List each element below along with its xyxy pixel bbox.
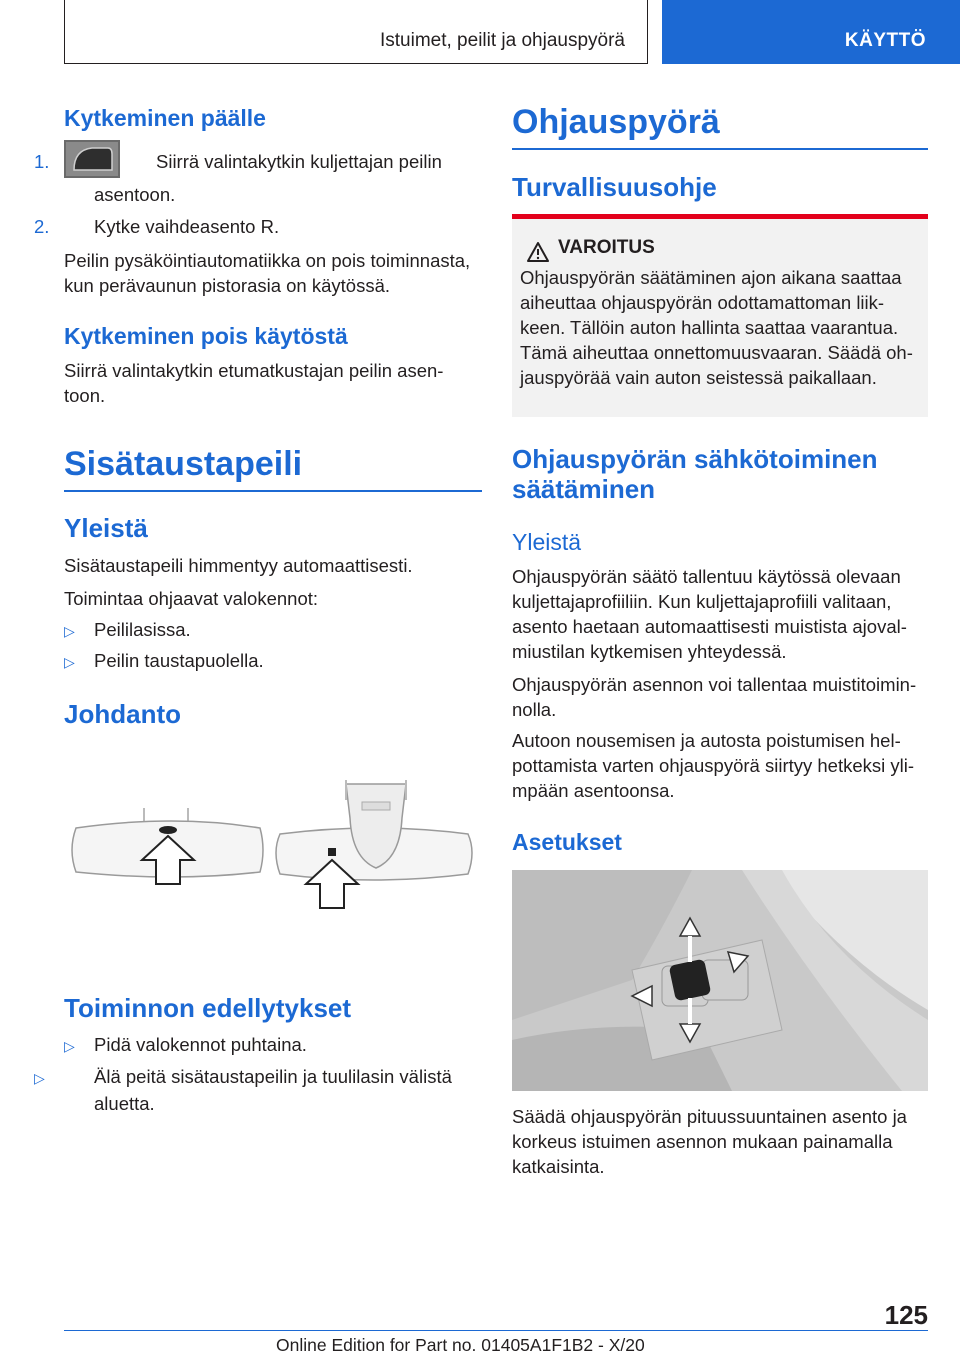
paragraph-valokennot: Toimintaa ohjaavat valokennot: [64,588,319,609]
list-item: ▷ Pidä valokennot puhtaina. [64,1032,482,1059]
heading-asetukset: Asetukset [512,829,622,855]
step-1-number: 1. [34,150,50,172]
header-chapter-tab [662,0,960,64]
step-2 [34,214,512,239]
header-chapter-label: KÄYTTÖ [844,30,926,51]
bullet-triangle-icon: ▷ [64,1038,75,1054]
bullet-triangle-icon: ▷ [64,654,75,670]
heading-kytkeminen-pois: Kytkeminen pois käytöstä [64,323,348,349]
paragraph-kytkeminen-pois: Siirrä valintakytkin etumatkustajan peilin asen-toon. [64,360,444,406]
heading-sahkotoiminen: Ohjauspyörän sähkötoiminen säätäminen [512,444,878,504]
list-item: ▷ Älä peitä sisätaustapeilin ja tuulilasin välistä aluetta. [34,1066,452,1114]
paragraph-nouseminen: Autoon nousemisen ja autosta poistumisen hel-pottamista varten ohjauspyörä siirtyy hetkeksi yli-mpään asentoonsa. [512,730,915,801]
footer-divider [64,1330,928,1331]
warning-text: Ohjauspyörän säätäminen ajon aikana saattaa aiheuttaa ohjauspyörän odottamattoman liik-keen. Tällöin auton hallinta saattaa vaarantua. Tämä aiheuttaa onnettomuusvaaran. Säädä oh-jauspyörää vain auton seistessä paikallaan. [520,267,913,388]
step-1 [34,144,512,207]
warning-box [512,214,928,417]
header-section-title: Istuimet, peilit ja ohjauspyörä [379,30,625,51]
steering-switch-photo [512,870,928,1091]
step-2-text: Kytke vaihdeasento R. [94,216,280,237]
edition-note: Online Edition for Part no. 01405A1F1B2 - X/20 [276,1335,645,1355]
step-2-number: 2. [34,216,50,237]
mirror-switch-icon [94,140,150,178]
step-1-text: Siirrä valintakytkin kuljettajan peilin asentoon. [94,150,442,205]
list-item: ▷ Peililasissa. [64,617,482,644]
paragraph-muistitoiminto: Ohjauspyörän asennon voi tallentaa muistitoimin-nolla. [512,674,917,720]
paragraph-asetukset: Säädä ohjauspyörän pituussuuntainen asento ja korkeus istuimen asennon mukaan painamalla katkaisinta. [512,1106,907,1177]
heading-yleista-left: Yleistä [64,513,148,543]
heading-turvallisuusohje: Turvallisuusohje [512,172,717,202]
warning-triangle-icon [526,241,550,268]
heading-yleista-right: Yleistä [512,529,582,555]
header-section-box [64,0,648,64]
warning-title: VAROITUS [558,237,655,258]
heading-sisataustapeili: Sisätaustapeili [64,444,482,492]
bullet-triangle-icon: ▷ [34,1070,45,1086]
page-number: 125 [884,1300,928,1330]
heading-kytkeminen-paalle: Kytkeminen päälle [64,105,266,131]
paragraph-kuljettajaprofiili: Ohjauspyörän säätö tallentuu käytössä olevaan kuljettajaprofiiliin. Kun kuljettajaprofiili valitaan, asento haetaan automaattisesti muistista ajoval-miustilan kytkemisen yhteydessä. [512,566,907,662]
heading-ohjauspyora: Ohjauspyörä [512,102,928,150]
paragraph-pysakointi: Peilin pysäköintiautomatiikka on pois toiminnasta, kun perävaunun pistorasia on käytössä. [64,250,471,296]
heading-johdanto: Johdanto [64,699,181,729]
list-item: ▷ Peilin taustapuolella. [64,648,482,675]
mirror-illustration [64,770,482,930]
bullet-triangle-icon: ▷ [64,623,75,639]
paragraph-himmentyy: Sisätaustapeili himmentyy automaattisesti. [64,555,413,576]
heading-edellytykset: Toiminnon edellytykset [64,993,352,1023]
